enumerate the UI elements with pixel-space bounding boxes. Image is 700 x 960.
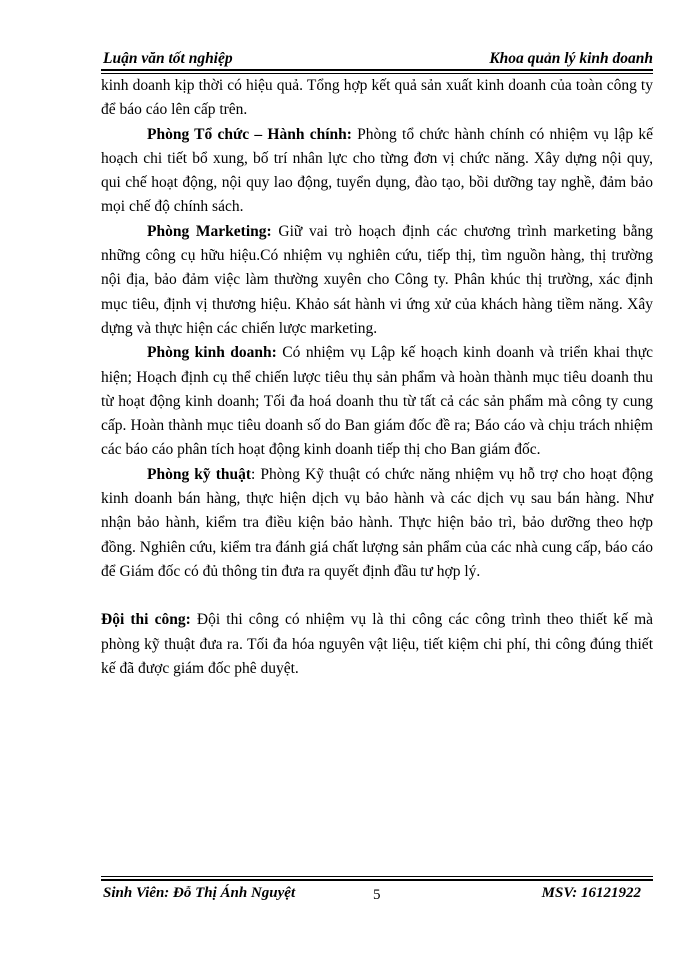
header-faculty: Khoa quản lý kinh doanh xyxy=(489,50,653,67)
footer-student-name: Sinh Viên: Đỗ Thị Ánh Nguyệt xyxy=(103,885,296,901)
section-label: Phòng kinh doanh: xyxy=(147,344,277,362)
section-label: Phòng Tổ chức – Hành chính: xyxy=(147,125,352,143)
section-text: : Phòng Kỹ thuật có chức năng nhiệm vụ hỗ trợ cho hoạt động kinh doanh bán hàng, thực hiện dịch vụ bảo hành và các dịch vụ sau bán hàng. Như nhận bảo hành, kiểm tra điều kiện bảo hành. Thực hiện bảo trì, bảo dưỡng theo hợp đồng. Nghiên cứu, kiểm tra đánh giá chất lượng sản phẩm của các nhà cung cấp, báo cáo để Giám đốc có đủ thông tin đưa ra quyết định đầu tư hợp lý. xyxy=(101,465,653,580)
section-text: Giữ vai trò hoạch định các chương trình marketing bằng những công cụ hữu hiệu.Có nhiệm vụ nghiên cứu, tiếp thị, tìm nguồn hàng, thị trường nội địa, bảo đảm việc làm thường xuyên cho Công ty. Phân khúc thị trường, xác định mục tiêu, định vị thương hiệu. Khảo sát hành vi ứng xử của khách hàng tiềm năng. Xây dựng và thực hiện các chiến lược marketing. xyxy=(101,222,654,337)
section-text: Phòng tổ chức hành chính có nhiệm vụ lập kế hoạch chi tiết bổ xung, bố trí nhân lực cho từng đơn vị chức năng. Xây dựng nội quy, qui chế hoạt động, nội quy lao động, tuyển dụng, đào tạo, bồi dưỡng tay nghề, đảm bảo mọi chế độ chính sách. xyxy=(101,125,653,216)
section-text: Đội thi công có nhiệm vụ là thi công các công trình theo thiết kế mà phòng kỹ thuật đưa ra. Tối đa hóa nguyên vật liệu, tiết kiệm chi phí, thi công đúng thiết kế đã được giám đốc phê duyệt. xyxy=(101,611,653,677)
intro-paragraph: kinh doanh kịp thời có hiệu quả. Tổng hợp kết quả sản xuất kinh doanh của toàn công ty để báo cáo lên cấp trên. xyxy=(101,77,653,119)
section-paragraph-marketing xyxy=(101,220,653,341)
footer-page-number: 5 xyxy=(373,887,381,903)
section-paragraph-sales xyxy=(101,341,653,462)
section-paragraph-admin xyxy=(101,123,653,220)
section-label: Phòng kỹ thuật xyxy=(147,465,252,483)
header-thesis-title: Luận văn tốt nghiệp xyxy=(103,50,233,67)
page-header xyxy=(101,47,653,77)
footer-student-id: MSV: 16121922 xyxy=(541,885,641,901)
section-paragraph-construction-team xyxy=(101,608,653,681)
footer-rule-thick xyxy=(101,879,653,881)
section-label: Đội thi công: xyxy=(101,611,191,629)
header-rule-thick xyxy=(101,69,653,71)
section-text: Có nhiệm vụ Lập kế hoạch kinh doanh và triển khai thực hiện; Hoạch định cụ thể chiến lược tiêu thụ sản phẩm và hoàn thành mục tiêu doanh thu từ hoạt động kinh doanh; Tối đa hoá doanh thu từ tất cả các sản phẩm mà công ty cung cấp. Hoàn thành mục tiêu doanh số do Ban giám đốc đề ra; Báo cáo và chịu trách nhiệm các báo cáo phân tích hoạt động kinh doanh tiếp thị cho Ban giám đốc. xyxy=(101,344,654,459)
section-paragraph-technical xyxy=(101,463,653,584)
footer-rule-thin xyxy=(101,876,653,877)
page-footer xyxy=(101,876,653,910)
page-body xyxy=(101,74,653,681)
section-label: Phòng Marketing: xyxy=(147,222,272,240)
paragraph-gap xyxy=(101,584,653,608)
